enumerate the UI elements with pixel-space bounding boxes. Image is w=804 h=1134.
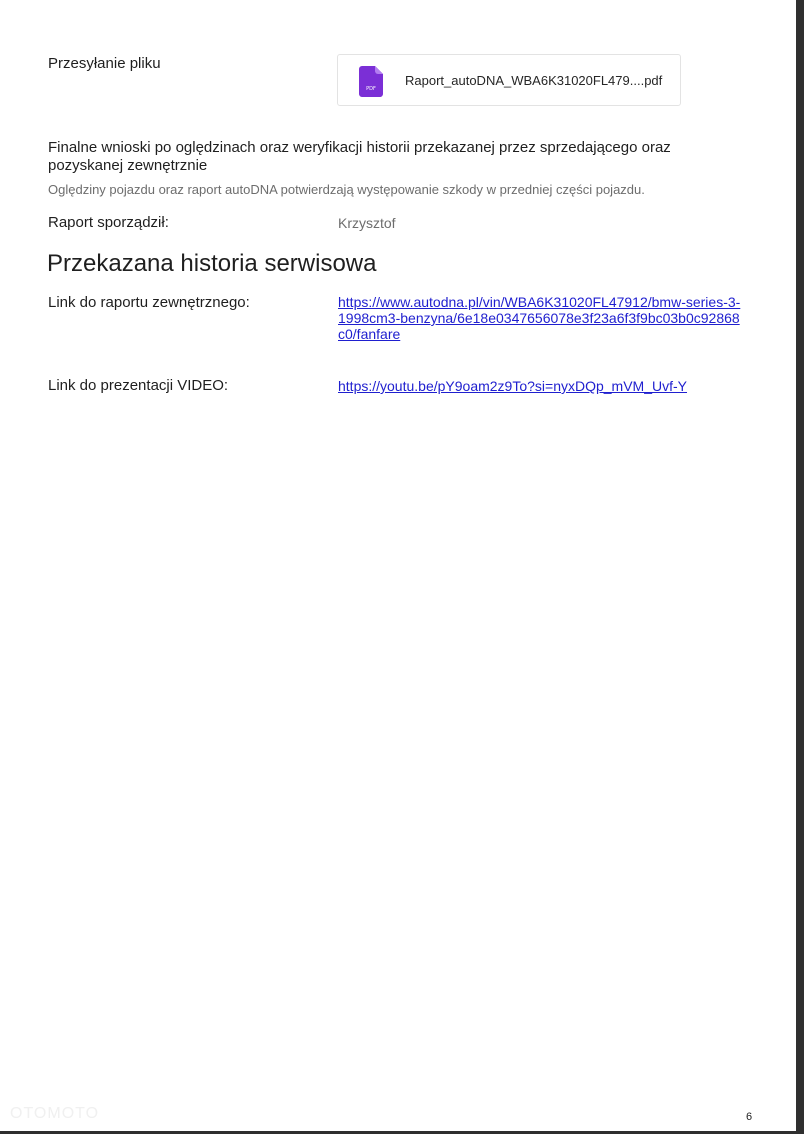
report-author-label: Raport sporządził: — [48, 214, 169, 231]
conclusions-text: Oględziny pojazdu oraz raport autoDNA potwierdzają występowanie szkody w przedniej części pojazdu. — [48, 182, 645, 197]
viewer-edge-right — [796, 0, 804, 1134]
video-presentation-label: Link do prezentacji VIDEO: — [48, 377, 229, 394]
file-name[interactable]: Raport_autoDNA_WBA6K31020FL479....pdf — [405, 73, 663, 88]
video-presentation-link[interactable]: https://youtu.be/pY9oam2z9To?si=nyxDQp_mVM_Uvf-Y — [338, 378, 688, 394]
conclusions-title: Finalne wnioski po oględzinach oraz weryfikacji historii przekazanej przez sprzedającego oraz pozyskanej zewnętrznie — [48, 139, 671, 174]
page-number: 6 — [746, 1111, 753, 1123]
pdf-icon-label: PDF — [366, 86, 376, 92]
attached-file-card[interactable] — [337, 54, 681, 106]
report-author-value: Krzysztof — [338, 215, 396, 231]
watermark: OTOMOTO — [10, 1105, 100, 1122]
file-upload-label: Przesyłanie pliku — [48, 55, 161, 72]
service-history-heading: Przekazana historia serwisowa — [47, 250, 377, 277]
pdf-file-icon — [359, 66, 383, 97]
external-report-link[interactable]: https://www.autodna.pl/vin/WBA6K31020FL47912/bmw-series-3-1998cm3-benzyna/6e18e0347656078e3f23a6f3f9bc03b0c92868c0/fanfare — [338, 294, 741, 342]
external-report-label: Link do raportu zewnętrznego: — [48, 294, 250, 311]
